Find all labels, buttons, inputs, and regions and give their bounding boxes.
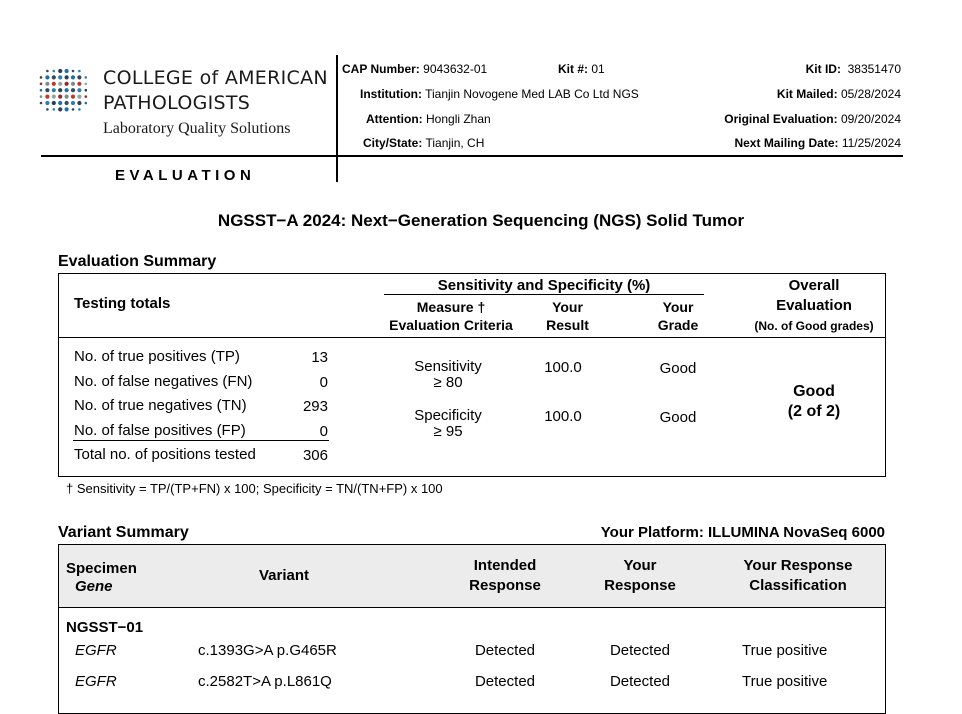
total-value-tn: 293: [302, 398, 328, 415]
col-grade-line2: Grade: [657, 317, 699, 333]
overall-count: (2 of 2): [787, 403, 841, 420]
logo-dot: [58, 69, 62, 73]
header-vertical-rule: [336, 55, 338, 182]
logo-dot: [65, 101, 69, 105]
variant-summary-title: Variant Summary: [58, 524, 189, 541]
original-evaluation-label: Original Evaluation:: [724, 112, 838, 126]
logo-dot: [65, 75, 69, 79]
measure-sensitivity: Sensitivity: [414, 358, 482, 375]
row2-intended: Detected: [474, 673, 536, 690]
section-word-evaluation: EVALUATION: [115, 167, 256, 184]
logo-dot: [77, 95, 81, 99]
logo-dot: [52, 75, 56, 79]
total-label-fp: No. of false positives (FP): [74, 422, 246, 439]
col-your-line1: Your: [623, 557, 657, 574]
row1-variant: c.1393G>A p.G465R: [198, 642, 337, 659]
total-label-fn: No. of false negatives (FN): [74, 373, 253, 390]
document-title: NGSST−A 2024: Next−Generation Sequencing (NGS) Solid Tumor: [217, 211, 745, 230]
col-your-line2: Response: [604, 577, 676, 594]
total-value-all: 306: [302, 447, 328, 464]
total-label-tn: No. of true negatives (TN): [74, 397, 247, 414]
col-measure-line1: Measure †: [416, 299, 486, 315]
totals-sum-line: [73, 440, 329, 441]
total-label-tp: No. of true positives (TP): [74, 348, 240, 365]
logo-dot: [52, 101, 56, 105]
logo-dot: [53, 108, 56, 111]
logo-dot: [71, 101, 75, 105]
logo-dot: [45, 101, 49, 105]
attention: [366, 112, 491, 126]
grade-specificity: Good: [659, 409, 697, 426]
logo-dot: [85, 95, 88, 98]
platform-label: Your Platform: ILLUMINA NovaSeq 6000: [600, 524, 885, 541]
logo-dot: [65, 82, 69, 86]
logo-dot: [78, 70, 81, 73]
kit-id-label: Kit ID:: [805, 62, 841, 76]
result-specificity: 100.0: [544, 408, 582, 425]
kit-number: [558, 62, 605, 76]
row2-variant: c.2582T>A p.L861Q: [198, 673, 332, 690]
logo-dot: [72, 108, 75, 111]
col-gene: Gene: [75, 578, 113, 595]
total-value-tp: 13: [311, 349, 328, 366]
col-variant: Variant: [258, 567, 310, 584]
logo-dot: [65, 95, 69, 99]
next-mailing-date: [734, 136, 901, 150]
evaluation-summary-title: Evaluation Summary: [58, 253, 217, 270]
attention-label: Attention:: [366, 112, 423, 126]
kit-mailed-label: Kit Mailed:: [776, 87, 838, 101]
logo-dot: [85, 83, 88, 86]
city-state-value: Tianjin, CH: [425, 136, 485, 150]
grade-sensitivity: Good: [659, 360, 697, 377]
logo-dot: [40, 89, 43, 92]
logo-dot: [65, 107, 69, 111]
org-name-line1: COLLEGE of AMERICAN: [103, 67, 328, 89]
testing-totals-header: Testing totals: [74, 295, 171, 312]
col-measure-line2: Evaluation Criteria: [389, 317, 513, 333]
logo-dot: [52, 88, 56, 92]
header-horizontal-rule: [41, 155, 903, 157]
row1-classification: True positive: [742, 642, 828, 659]
col-result-line2: Result: [546, 317, 589, 333]
logo-dot: [46, 70, 49, 73]
eval-footnote: † Sensitivity = TP/(TP+FN) x 100; Specificity = TN/(TN+FP) x 100: [66, 481, 443, 496]
logo-dot: [71, 95, 75, 99]
logo-dot: [52, 95, 56, 99]
logo-dot: [40, 83, 43, 86]
criteria-sensitivity: ≥ 80: [433, 374, 463, 391]
row2-classification: True positive: [742, 673, 828, 690]
institution: [360, 87, 639, 101]
result-sensitivity: 100.0: [544, 359, 582, 376]
logo-dot: [71, 75, 75, 79]
logo-dot: [65, 88, 69, 92]
col-intended-line2: Response: [469, 577, 541, 594]
logo-dot: [77, 75, 81, 79]
col-overall-line3: (No. of Good grades): [754, 319, 874, 333]
logo-dot: [58, 107, 62, 111]
sens-spec-underline: [384, 294, 704, 295]
logo-dot: [45, 75, 49, 79]
measure-specificity: Specificity: [414, 407, 482, 424]
logo-dot: [52, 82, 56, 86]
sens-spec-header: Sensitivity and Specificity (%): [437, 277, 651, 294]
next-mailing-value: 11/25/2024: [841, 136, 901, 150]
kit-number-label: Kit #:: [558, 62, 588, 76]
row1-gene: EGFR: [75, 642, 117, 659]
col-class-line2: Classification: [749, 577, 847, 594]
logo-dot: [77, 101, 81, 105]
city-state-label: City/State:: [363, 136, 423, 150]
logo-dot: [46, 108, 49, 111]
logo-dot: [71, 88, 75, 92]
row1-response: Detected: [609, 642, 671, 659]
col-class-line1: Your Response: [743, 557, 853, 574]
specimen-id: NGSST−01: [66, 619, 144, 636]
next-mailing-label: Next Mailing Date:: [734, 136, 839, 150]
total-value-fn: 0: [319, 374, 328, 391]
logo-dot: [77, 82, 81, 86]
logo-dot: [58, 101, 62, 105]
logo-dot: [45, 88, 49, 92]
logo-dot: [85, 76, 88, 79]
logo-dot: [65, 69, 69, 73]
row2-gene: EGFR: [75, 673, 117, 690]
logo-dot: [40, 95, 43, 98]
logo-dot: [58, 75, 62, 79]
logo-dot: [72, 70, 75, 73]
institution-label: Institution:: [360, 87, 422, 101]
logo-dot: [85, 102, 88, 105]
kit-id-value: 38351470: [847, 62, 901, 76]
logo-dot: [45, 95, 49, 99]
logo-dot: [71, 82, 75, 86]
col-specimen: Specimen: [66, 560, 137, 577]
city-state: [363, 136, 484, 150]
cap-number-value: 9043632-01: [423, 62, 488, 76]
col-grade-line1: Your: [662, 299, 694, 315]
cap-logo-dots: [38, 64, 90, 118]
kit-number-value: 01: [591, 62, 605, 76]
logo-dot: [40, 102, 43, 105]
total-value-fp: 0: [319, 423, 328, 440]
cap-number: [342, 62, 487, 76]
logo-dot: [40, 76, 43, 79]
logo-dot: [58, 82, 62, 86]
total-label-all: Total no. of positions tested: [74, 446, 256, 463]
org-tagline: Laboratory Quality Solutions: [103, 120, 291, 137]
kit-mailed-value: 05/28/2024: [840, 87, 901, 101]
logo-dot: [53, 70, 56, 73]
original-evaluation: [724, 112, 901, 126]
col-result-line1: Your: [552, 299, 583, 315]
criteria-specificity: ≥ 95: [433, 423, 463, 440]
logo-dot: [85, 89, 88, 92]
row1-intended: Detected: [474, 642, 536, 659]
org-name-line2: PATHOLOGISTS: [103, 92, 251, 114]
logo-dot: [45, 82, 49, 86]
logo-dot: [58, 88, 62, 92]
row2-response: Detected: [609, 673, 671, 690]
institution-value: Tianjin Novogene Med LAB Co Ltd NGS: [425, 87, 639, 101]
overall-grade: Good: [793, 383, 835, 400]
cap-number-label: CAP Number:: [342, 62, 420, 76]
logo-dot: [58, 95, 62, 99]
eval-header-divider: [59, 337, 885, 338]
col-overall-line1: Overall: [788, 277, 840, 294]
col-overall-line2: Evaluation: [776, 297, 852, 314]
original-evaluation-value: 09/20/2024: [840, 112, 901, 126]
attention-value: Hongli Zhan: [426, 112, 491, 126]
col-intended-line1: Intended: [473, 557, 537, 574]
logo-dot: [78, 108, 81, 111]
kit-mailed: [777, 87, 901, 101]
kit-id: [806, 62, 901, 76]
logo-dot: [77, 88, 81, 92]
